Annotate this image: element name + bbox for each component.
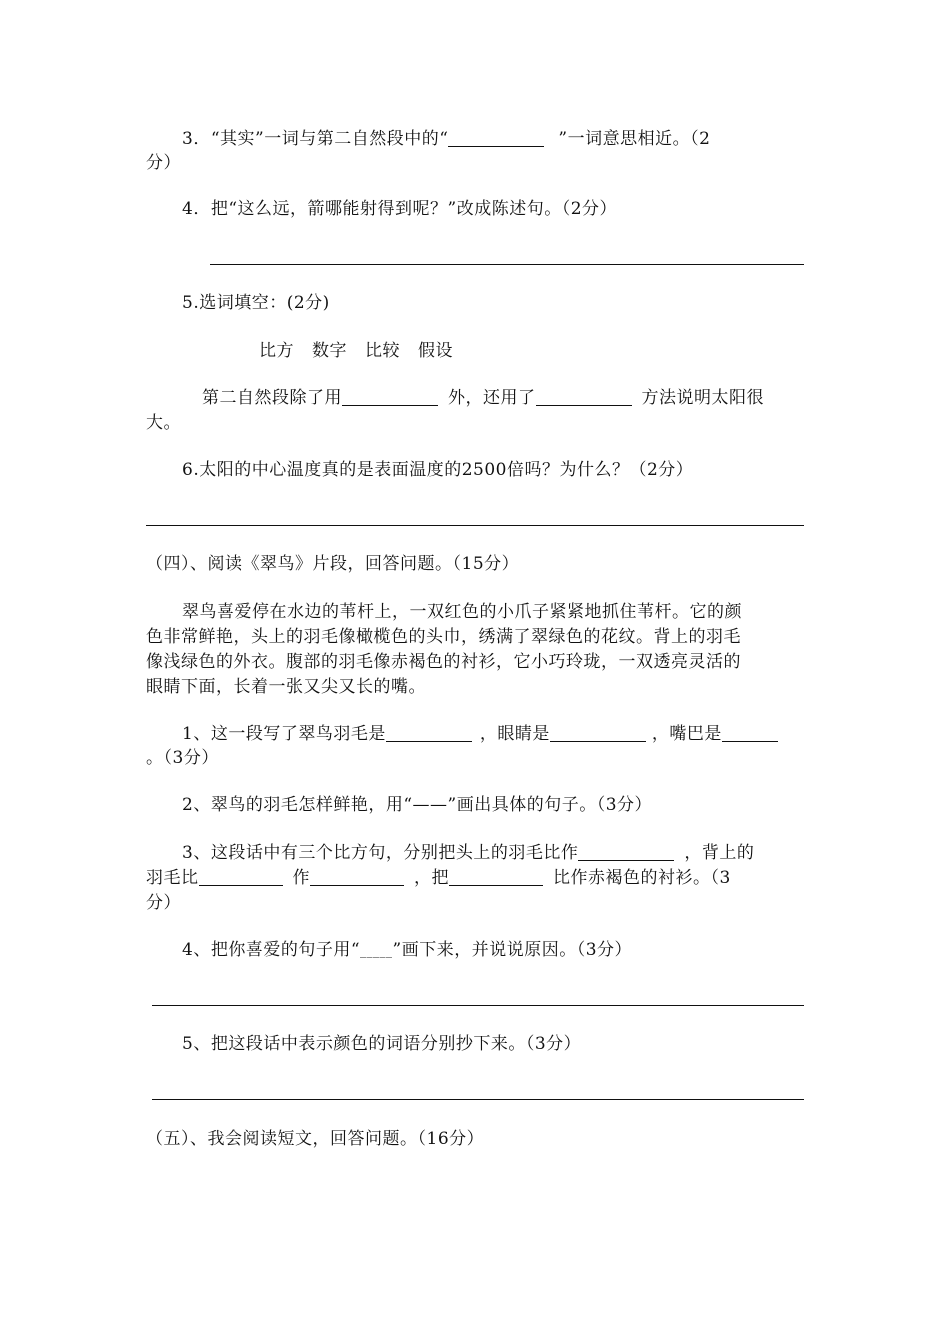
answer-line[interactable] [152, 1099, 804, 1100]
section-4-question-1-line2: 。（3分） [146, 748, 219, 768]
answer-blank[interactable] [386, 723, 472, 742]
section-4-question-2: 2、翠鸟的羽毛怎样鲜艳，用“——”画出具体的句子。（3分） [182, 795, 653, 815]
passage-line: 眼睛下面，长着一张又尖又长的嘴。 [146, 677, 426, 697]
passage-line: 像浅绿色的外衣。腹部的羽毛像赤褐色的衬衫，它小巧玲珑，一双透亮灵活的 [146, 652, 741, 672]
word-choice: 数字 [312, 341, 347, 361]
word-choices [259, 338, 471, 364]
section-4-title: （四）、阅读《翠鸟》片段，回答问题。（15分） [146, 554, 520, 574]
question-3-line2: 分） [146, 153, 181, 173]
answer-blank[interactable] [449, 867, 543, 886]
word-choice: 假设 [418, 341, 453, 361]
question-5-line1: 第二自然段除了用 外，还用了 方法说明太阳很 [202, 388, 764, 408]
answer-blank[interactable] [310, 867, 404, 886]
answer-blank[interactable] [342, 387, 438, 406]
answer-blank[interactable] [448, 128, 544, 147]
passage-line: 翠鸟喜爱停在水边的苇杆上，一双红色的小爪子紧紧地抓住苇杆。它的颜 [182, 602, 742, 622]
answer-blank[interactable] [536, 387, 632, 406]
section-4-question-5: 5、把这段话中表示颜色的词语分别抄下来。（3分） [182, 1034, 582, 1054]
word-choice: 比方 [259, 341, 294, 361]
question-5-title: 5.选词填空：(2分) [182, 293, 330, 313]
word-choice: 比较 [365, 341, 400, 361]
answer-blank[interactable] [550, 723, 646, 742]
section-4-question-4: 4、把你喜爱的句子用“_____”画下来，并说说原因。（3分） [182, 940, 633, 960]
question-6: 6.太阳的中心温度真的是表面温度的2500倍吗？为什么？（2分） [182, 460, 694, 480]
underline-mark: _____ [360, 944, 393, 958]
answer-line[interactable] [152, 1005, 804, 1006]
passage-line: 色非常鲜艳，头上的羽毛像橄榄色的头巾，绣满了翠绿色的花纹。背上的羽毛 [146, 627, 741, 647]
answer-blank[interactable] [722, 723, 778, 742]
section-4-question-3-line3: 分） [146, 893, 181, 913]
answer-line[interactable] [210, 264, 804, 265]
answer-blank[interactable] [199, 867, 283, 886]
question-3-line1: 3．“其实”一词与第二自然段中的“ ”一词意思相近。（2 [182, 129, 711, 149]
answer-line[interactable] [146, 525, 804, 526]
question-5-line2: 大。 [146, 413, 181, 433]
section-4-question-3-line1: 3、这段话中有三个比方句，分别把头上的羽毛比作 ，背上的 [182, 843, 755, 863]
answer-blank[interactable] [578, 842, 674, 861]
section-5-title: （五）、我会阅读短文，回答问题。（16分） [146, 1129, 485, 1149]
section-4-question-3-line2: 羽毛比 作 ，把 比作赤褐色的衬衫。（3 [146, 868, 731, 888]
question-4: 4．把“这么远，箭哪能射得到呢？”改成陈述句。（2分） [182, 199, 618, 219]
section-4-question-1-line1: 1、这一段写了翠鸟羽毛是 ，眼睛是 ，嘴巴是 [182, 721, 778, 747]
